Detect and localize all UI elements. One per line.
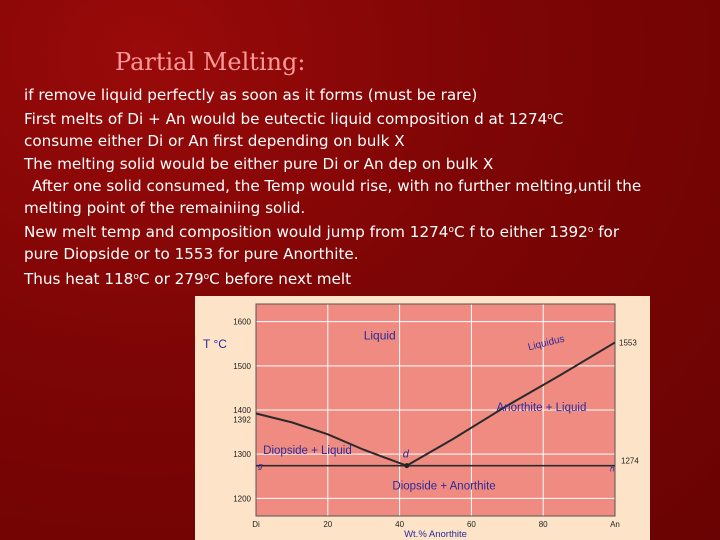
y-tick-label: 1400	[233, 406, 251, 415]
body-line-3	[24, 130, 714, 152]
body-line-2	[24, 106, 714, 130]
line-9-mid: C or 279	[138, 269, 204, 288]
field-liquid-label: Liquid	[363, 328, 396, 343]
line-8-text: pure Diopside or to 1553 for pure Anorthite.	[24, 245, 359, 264]
label-h: h	[610, 464, 615, 474]
field-diopside-anorthite-label: Diopside + Anorthite	[392, 480, 496, 493]
line-2-unit: C	[552, 110, 564, 129]
x-tick-label: 40	[395, 520, 405, 529]
degree-sup: o	[133, 271, 139, 282]
right-temp-1553: 1553	[619, 338, 637, 348]
slide-body	[24, 84, 714, 290]
x-tick-label: An	[610, 520, 620, 529]
label-g: g	[258, 461, 263, 471]
phase-diagram-svg	[195, 296, 650, 540]
x-tick-label: Di	[252, 520, 260, 529]
line-3-text: consume either Di or An first depending on bulk X	[24, 132, 405, 151]
y-tick-label: 1200	[233, 494, 251, 504]
x-tick-label: 60	[466, 520, 476, 529]
degree-sup: o	[547, 112, 553, 123]
phase-diagram	[195, 296, 650, 540]
line-1-text: if remove liquid perfectly as soon as it forms (must be rare)	[24, 86, 478, 104]
line-9-end: C before next melt	[209, 269, 352, 288]
line-7-text: New melt temp and composition would jump from 1274	[24, 223, 449, 242]
body-line-5	[24, 175, 714, 197]
y-tick-label: 1300	[233, 450, 251, 460]
eutectic-point	[404, 463, 409, 468]
right-temp-1274: 1274	[621, 456, 639, 466]
body-line-4	[24, 153, 714, 175]
line-2-text: First melts of Di + An would be eutectic liquid composition d at 1274	[24, 110, 548, 129]
field-diopside-liquid-label: Diopside + Liquid	[263, 445, 352, 458]
line-6-text: melting point of the remainiing solid.	[24, 199, 306, 218]
line-4-text: The melting solid would be either pure Di or An dep on bulk X	[24, 154, 494, 173]
slide-title: Partial Melting:	[115, 48, 306, 76]
y-axis-label: T °C	[203, 336, 227, 351]
degree-sup: o	[587, 225, 594, 236]
body-line-9	[24, 266, 714, 290]
degree-sup: o	[203, 271, 210, 282]
line-5-text: After one solid consumed, the Temp would rise, with no further melting,until the	[32, 176, 642, 195]
y-tick-label-extra: 1392	[233, 415, 251, 425]
eutectic-label: d	[402, 448, 409, 461]
body-line-1	[24, 84, 714, 106]
x-tick-label: 20	[323, 520, 333, 529]
x-axis-label: Wt.% Anorthite	[404, 529, 467, 540]
y-tick-label: 1600	[233, 317, 251, 327]
x-tick-label: 80	[538, 520, 548, 529]
body-line-7	[24, 219, 714, 243]
field-anorthite-liquid-label: Anorthite + Liquid	[496, 401, 587, 414]
line-7-end: for	[593, 223, 620, 242]
degree-sup: o	[448, 225, 454, 236]
y-tick-label: 1500	[233, 361, 251, 371]
liquidus-label: Liquidus	[526, 333, 566, 354]
line-7-mid: C f to either 1392	[453, 223, 588, 242]
line-9-text: Thus heat 118	[24, 269, 134, 288]
body-line-8	[24, 243, 714, 265]
body-line-6	[24, 197, 714, 219]
